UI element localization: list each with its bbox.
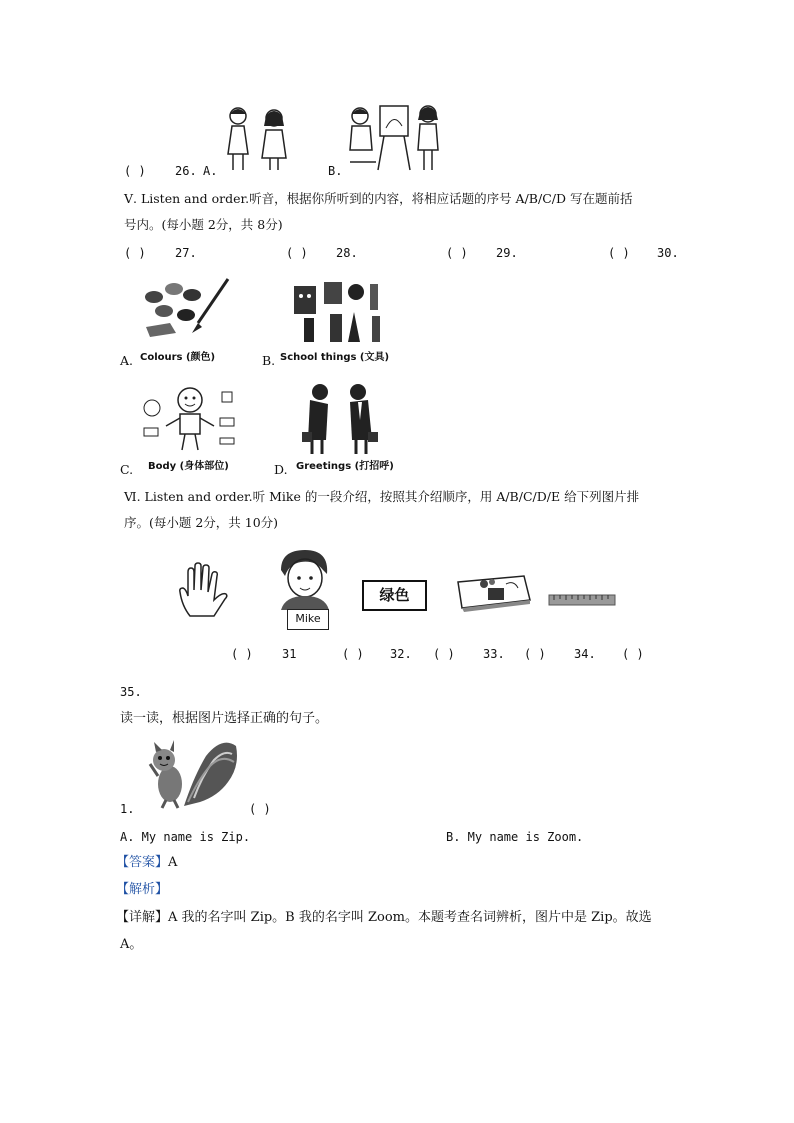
mike-portrait-picture bbox=[275, 548, 333, 610]
greetings-picture bbox=[298, 380, 382, 456]
q33-number: 33. bbox=[483, 647, 505, 661]
section6-heading-line1: Ⅵ. Listen and order.听 Mike 的一段介绍，按照其介绍顺序，用 A/B/C/D/E 给下列图片排 bbox=[124, 489, 640, 504]
ruler-picture bbox=[548, 592, 616, 608]
pencil-box-picture bbox=[452, 572, 532, 612]
answer-line bbox=[116, 855, 177, 871]
q31-paren: ( ) bbox=[231, 647, 253, 661]
paint-palette-picture bbox=[140, 275, 232, 339]
section5-heading-line2: 号内。(每小题 2分，共 8分) bbox=[124, 217, 283, 232]
green-word-text: 绿色 bbox=[379, 586, 410, 604]
q34-number: 34. bbox=[574, 647, 596, 661]
q29-paren: ( ) bbox=[446, 246, 468, 260]
option-a-letter: A. bbox=[120, 353, 134, 368]
mike-name-text: Mike bbox=[295, 612, 321, 625]
q32-number: 32. bbox=[390, 647, 412, 661]
detail-label: 【详解】 bbox=[116, 910, 169, 925]
q27-paren: ( ) bbox=[124, 246, 146, 260]
option-d-letter: D. bbox=[274, 462, 288, 477]
two-children-picture bbox=[218, 102, 298, 174]
q32-paren: ( ) bbox=[342, 647, 364, 661]
q31-number: 31 bbox=[282, 647, 297, 661]
q28-number: 28. bbox=[336, 246, 358, 260]
q30-paren: ( ) bbox=[608, 246, 630, 260]
green-word-card bbox=[362, 580, 427, 611]
option-d-caption: Greetings (打招呼) bbox=[296, 461, 394, 472]
option-b-caption: School things (文具) bbox=[280, 352, 390, 363]
q33-paren: ( ) bbox=[433, 647, 455, 661]
reading-q1-number: 1. bbox=[120, 802, 135, 816]
body-parts-picture bbox=[140, 378, 240, 456]
analysis-label: 【解析】 bbox=[116, 882, 169, 897]
squirrel-zip-picture bbox=[144, 736, 240, 810]
option-c-letter: C. bbox=[120, 462, 134, 477]
option-c-caption: Body (身体部位) bbox=[148, 461, 229, 472]
reading-q1-paren: ( ) bbox=[249, 802, 271, 816]
detail-line1 bbox=[116, 910, 652, 926]
q29-number: 29. bbox=[496, 246, 518, 260]
hand-picture bbox=[176, 562, 230, 620]
q35-number: 35. bbox=[120, 685, 142, 699]
reading-option-b: B. My name is Zoom. bbox=[446, 830, 584, 844]
answer-value: A bbox=[168, 855, 178, 870]
section6-heading-line2: 序。(每小题 2分，共 10分) bbox=[124, 515, 279, 530]
reading-option-a: A. My name is Zip. bbox=[120, 830, 251, 844]
answer-label: 【答案】 bbox=[116, 855, 169, 870]
q28-paren: ( ) bbox=[286, 246, 308, 260]
q26-option-b: B. bbox=[328, 164, 343, 178]
detail-text-line2: A。 bbox=[120, 937, 143, 952]
q27-number: 27. bbox=[175, 246, 197, 260]
child-painting-picture bbox=[346, 100, 446, 174]
option-b-letter: B. bbox=[262, 353, 276, 368]
mike-name-label bbox=[287, 609, 329, 630]
reading-instruction: 读一读，根据图片选择正确的句子。 bbox=[120, 711, 329, 726]
q26-number: 26. bbox=[175, 164, 197, 178]
option-a-caption: Colours (颜色) bbox=[140, 352, 216, 363]
q30-number: 30. bbox=[657, 246, 679, 260]
school-things-picture bbox=[290, 278, 390, 346]
q34-paren: ( ) bbox=[524, 647, 546, 661]
section5-heading-line1: Ⅴ. Listen and order.听音，根据你所听到的内容，将相应话题的序号 A/B/C/D 写在题前括 bbox=[124, 191, 633, 206]
detail-text-line1: A 我的名字叫 Zip。B 我的名字叫 Zoom。本题考查名词辨析，图片中是 Zip。故选 bbox=[168, 910, 652, 925]
q26-option-a: A. bbox=[203, 164, 218, 178]
q26-paren: ( ) bbox=[124, 164, 146, 178]
q35-paren: ( ) bbox=[622, 647, 644, 661]
